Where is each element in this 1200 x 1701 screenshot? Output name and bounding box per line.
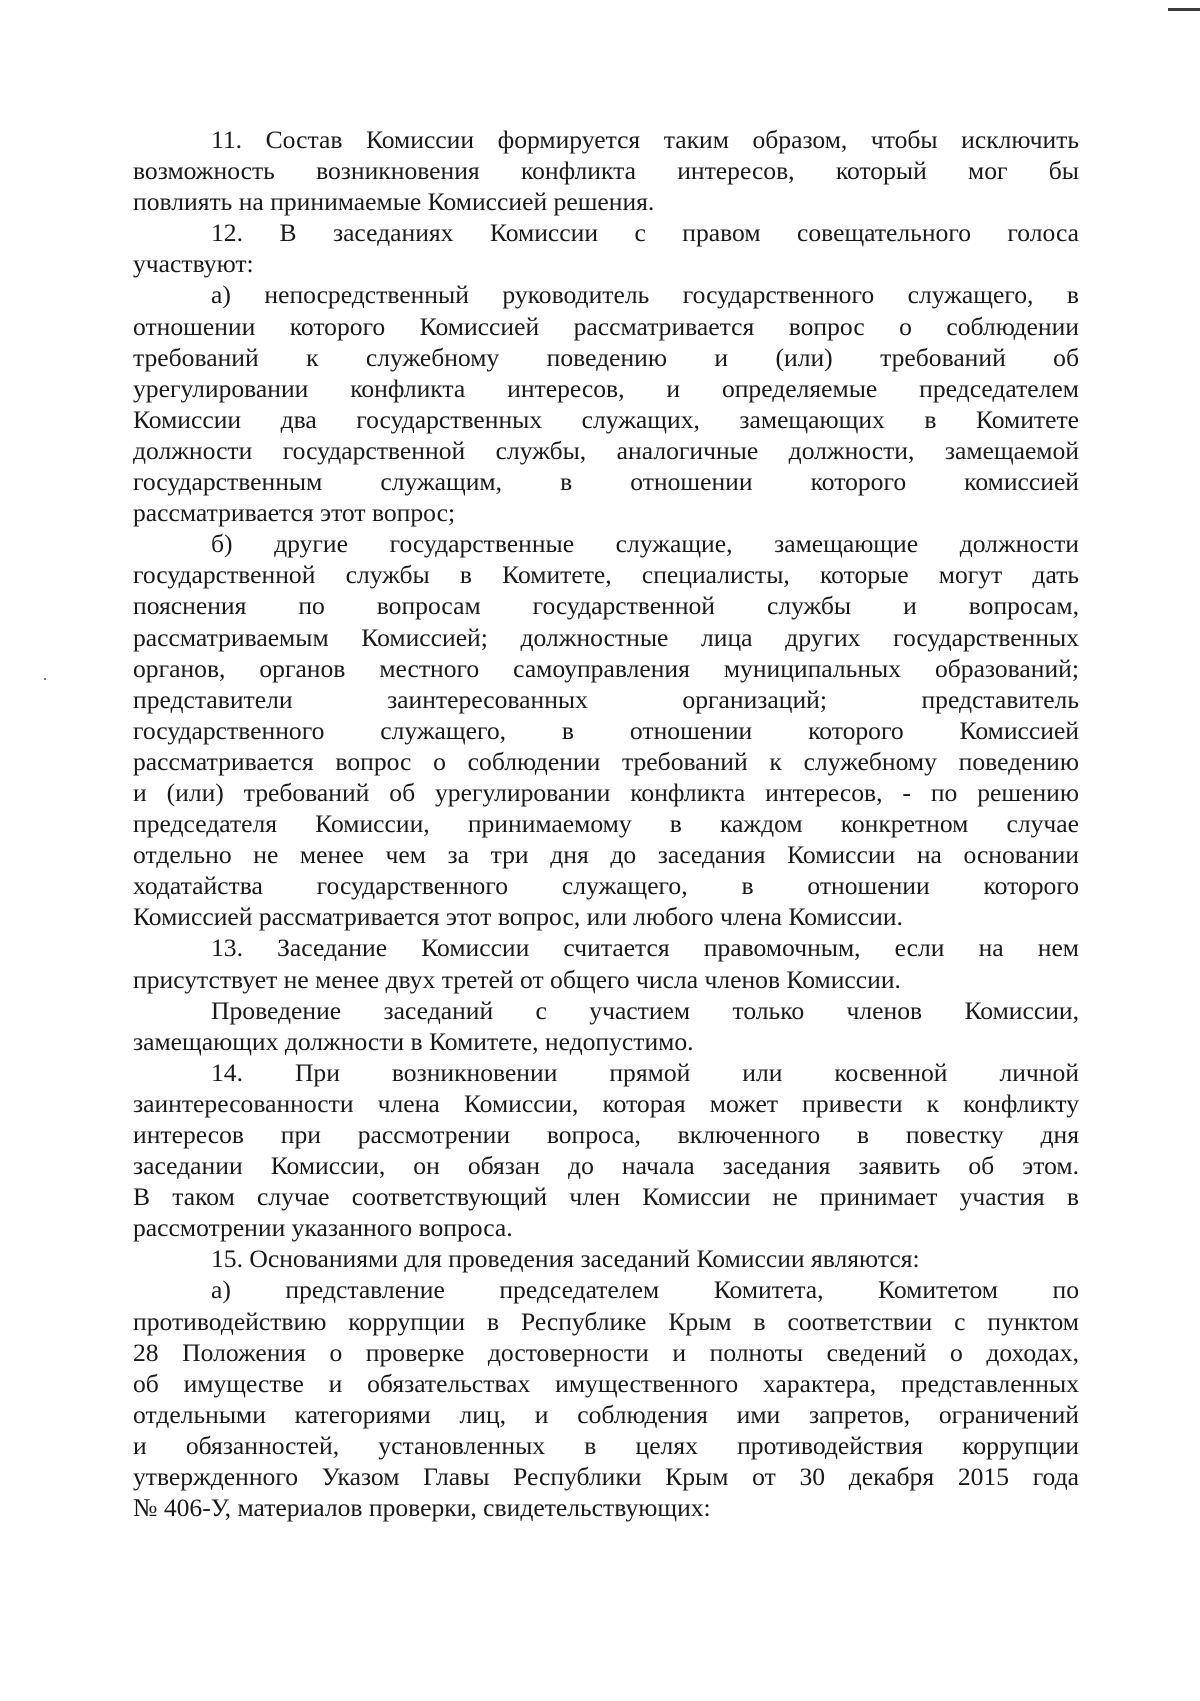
text-line: В таком случае соответствующий член Комиссии не принимает участия в bbox=[133, 1182, 1079, 1212]
text-line: а) непосредственный руководитель государственного служащего, в bbox=[211, 280, 1079, 310]
text-line: б) другие государственные служащие, замещающие должности bbox=[211, 529, 1079, 559]
text-line: 12. В заседаниях Комиссии с правом совещательного голоса bbox=[211, 218, 1079, 248]
text-line: об имуществе и обязательствах имущественного характера, представленных bbox=[133, 1368, 1079, 1398]
text-line: Комиссией рассматривается этот вопрос, или любого члена Комиссии. bbox=[133, 902, 903, 932]
text-line: возможность возникновения конфликта интересов, который мог бы bbox=[133, 156, 1079, 186]
text-line: органов, органов местного самоуправления муниципальных образований; bbox=[133, 653, 1079, 683]
text-line: отношении которого Комиссией рассматривается вопрос о соблюдении bbox=[133, 311, 1079, 341]
scan-dot bbox=[44, 678, 46, 680]
text-line: отдельными категориями лиц, и соблюдения ими запретов, ограничений bbox=[133, 1399, 1079, 1429]
text-line: представители заинтересованных организаций; представитель bbox=[133, 684, 1079, 714]
text-line: требований к служебному поведению и (или) требований об bbox=[133, 342, 1079, 372]
text-line: рассматривается вопрос о соблюдении требований к служебному поведению bbox=[133, 746, 1079, 776]
text-line: государственного служащего, в отношении которого Комиссией bbox=[133, 715, 1079, 745]
text-line: 15. Основаниями для проведения заседаний Комиссии являются: bbox=[211, 1244, 920, 1274]
text-line: и обязанностей, установленных в целях противодействия коррупции bbox=[133, 1430, 1079, 1460]
text-line: повлиять на принимаемые Комиссией решения. bbox=[133, 187, 655, 217]
text-line: заинтересованности члена Комиссии, которая может привести к конфликту bbox=[133, 1088, 1079, 1118]
scan-edge-mark bbox=[1168, 8, 1200, 11]
text-line: ходатайства государственного служащего, в отношении которого bbox=[133, 871, 1079, 901]
text-line: Комиссии два государственных служащих, замещающих в Комитете bbox=[133, 404, 1079, 434]
text-line: 11. Состав Комиссии формируется таким образом, чтобы исключить bbox=[211, 125, 1079, 154]
text-line: рассматривается этот вопрос; bbox=[133, 498, 456, 528]
text-line: противодействию коррупции в Республике Крым в соответствии с пунктом bbox=[133, 1306, 1079, 1336]
text-line: государственным служащим, в отношении которого комиссией bbox=[133, 467, 1079, 497]
text-line: 28 Положения о проверке достоверности и полноты сведений о доходах, bbox=[133, 1337, 1079, 1367]
text-line: отдельно не менее чем за три дня до заседания Комиссии на основании bbox=[133, 840, 1079, 870]
text-line: № 406-У, материалов проверки, свидетельствующих: bbox=[133, 1493, 711, 1523]
text-line: председателя Комиссии, принимаемому в каждом конкретном случае bbox=[133, 809, 1079, 839]
text-line: должности государственной службы, аналогичные должности, замещаемой bbox=[133, 435, 1079, 465]
text-line: урегулировании конфликта интересов, и определяемые председателем bbox=[133, 373, 1079, 403]
text-line: а) представление председателем Комитета, Комитетом по bbox=[211, 1275, 1079, 1305]
text-line: государственной службы в Комитете, специалисты, которые могут дать bbox=[133, 560, 1079, 590]
text-line: рассмотрении указанного вопроса. bbox=[133, 1213, 513, 1243]
text-line: интересов при рассмотрении вопроса, включенного в повестку дня bbox=[133, 1120, 1079, 1149]
text-line: утвержденного Указом Главы Республики Крым от 30 декабря 2015 года bbox=[133, 1462, 1079, 1492]
text-line: участвуют: bbox=[133, 249, 254, 279]
text-line: рассматриваемым Комиссией; должностные лица других государственных bbox=[133, 622, 1079, 652]
text-line: 13. Заседание Комиссии считается правомочным, если на нем bbox=[211, 933, 1079, 963]
text-line: и (или) требований об урегулировании конфликта интересов, - по решению bbox=[133, 777, 1079, 807]
text-line: 14. При возникновении прямой или косвенной личной bbox=[211, 1057, 1079, 1087]
text-line: пояснения по вопросам государственной службы и вопросам, bbox=[133, 591, 1079, 621]
text-line: замещающих должности в Комитете, недопустимо. bbox=[133, 1026, 694, 1056]
text-line: Проведение заседаний с участием только членов Комиссии, bbox=[211, 995, 1079, 1025]
document-body bbox=[133, 124, 1079, 1523]
text-line: присутствует не менее двух третей от общего числа членов Комиссии. bbox=[133, 964, 901, 994]
text-line: заседании Комиссии, он обязан до начала заседания заявить об этом. bbox=[133, 1151, 1079, 1181]
